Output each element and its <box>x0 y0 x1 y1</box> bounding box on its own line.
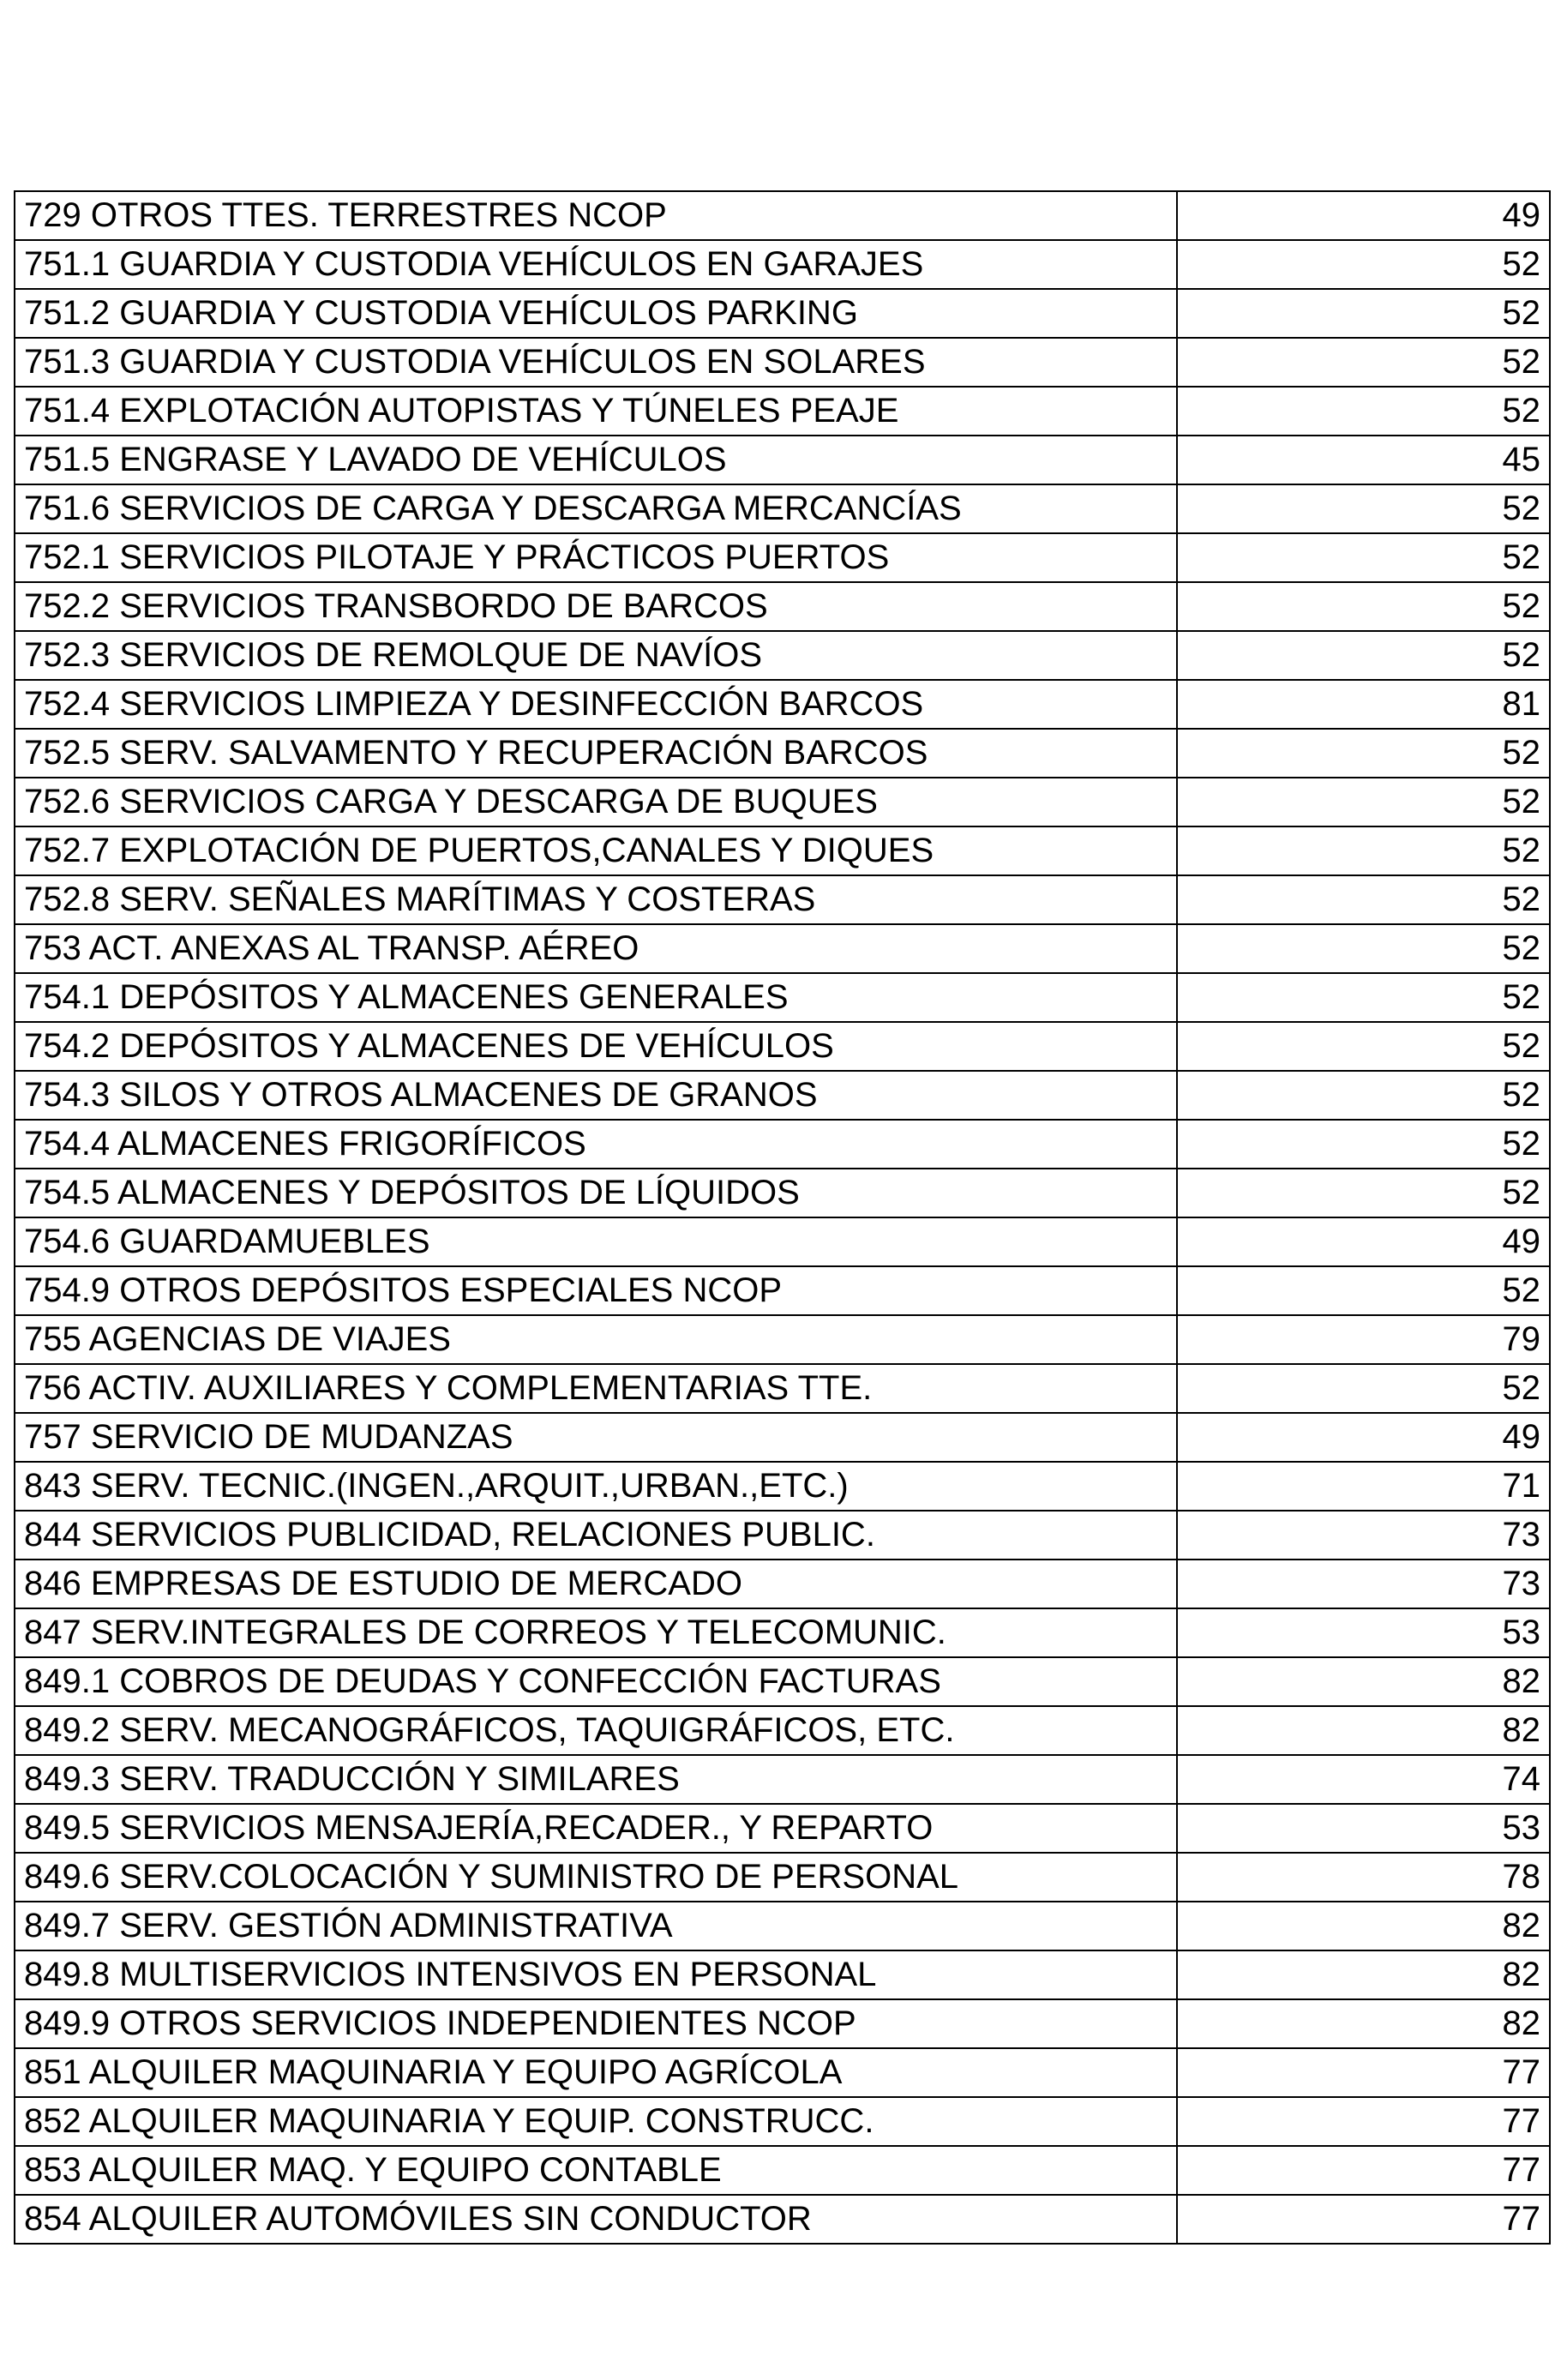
table-row <box>15 631 1550 680</box>
table-row <box>15 582 1550 631</box>
activity-description-cell: 754.9 OTROS DEPÓSITOS ESPECIALES NCOP <box>15 1266 1177 1315</box>
table-row <box>15 1999 1550 2048</box>
activity-value-cell: 52 <box>1177 973 1550 1022</box>
table-row <box>15 1071 1550 1120</box>
activity-value-cell: 52 <box>1177 1364 1550 1413</box>
activity-description-cell: 851 ALQUILER MAQUINARIA Y EQUIPO AGRÍCOLA <box>15 2048 1177 2097</box>
activity-value-cell: 49 <box>1177 1413 1550 1462</box>
activity-description-cell: 849.6 SERV.COLOCACIÓN Y SUMINISTRO DE PERSONAL <box>15 1853 1177 1902</box>
activity-value-cell: 52 <box>1177 484 1550 533</box>
activity-description-cell: 853 ALQUILER MAQ. Y EQUIPO CONTABLE <box>15 2146 1177 2195</box>
activity-description-cell: 847 SERV.INTEGRALES DE CORREOS Y TELECOMUNIC. <box>15 1608 1177 1657</box>
activity-description-cell: 751.2 GUARDIA Y CUSTODIA VEHÍCULOS PARKING <box>15 289 1177 338</box>
activity-value-cell: 79 <box>1177 1315 1550 1364</box>
activity-value-cell: 52 <box>1177 875 1550 924</box>
table-row <box>15 1022 1550 1071</box>
activity-value-cell: 52 <box>1177 729 1550 778</box>
activity-value-cell: 52 <box>1177 338 1550 387</box>
table-row <box>15 2048 1550 2097</box>
activity-value-cell: 82 <box>1177 1902 1550 1950</box>
activity-description-cell: 756 ACTIV. AUXILIARES Y COMPLEMENTARIAS TTE. <box>15 1364 1177 1413</box>
table-row <box>15 2195 1550 2244</box>
table-row <box>15 1413 1550 1462</box>
activity-value-cell: 53 <box>1177 1608 1550 1657</box>
table-row <box>15 1706 1550 1755</box>
activity-value-cell: 45 <box>1177 436 1550 484</box>
activity-description-cell: 854 ALQUILER AUTOMÓVILES SIN CONDUCTOR <box>15 2195 1177 2244</box>
table-row <box>15 387 1550 436</box>
table-row <box>15 924 1550 973</box>
table-row <box>15 2146 1550 2195</box>
table-row <box>15 1755 1550 1804</box>
activity-value-cell: 82 <box>1177 1999 1550 2048</box>
activity-code-table <box>14 190 1551 2245</box>
table-row <box>15 1266 1550 1315</box>
activity-description-cell: 753 ACT. ANEXAS AL TRANSP. AÉREO <box>15 924 1177 973</box>
table-row <box>15 1217 1550 1266</box>
activity-value-cell: 77 <box>1177 2195 1550 2244</box>
activity-description-cell: 754.5 ALMACENES Y DEPÓSITOS DE LÍQUIDOS <box>15 1169 1177 1217</box>
activity-description-cell: 849.9 OTROS SERVICIOS INDEPENDIENTES NCOP <box>15 1999 1177 2048</box>
activity-description-cell: 752.5 SERV. SALVAMENTO Y RECUPERACIÓN BARCOS <box>15 729 1177 778</box>
activity-description-cell: 752.8 SERV. SEÑALES MARÍTIMAS Y COSTERAS <box>15 875 1177 924</box>
activity-value-cell: 52 <box>1177 631 1550 680</box>
table-body <box>15 191 1550 2244</box>
table-row <box>15 826 1550 875</box>
activity-description-cell: 752.2 SERVICIOS TRANSBORDO DE BARCOS <box>15 582 1177 631</box>
activity-value-cell: 52 <box>1177 924 1550 973</box>
activity-value-cell: 78 <box>1177 1853 1550 1902</box>
activity-description-cell: 752.1 SERVICIOS PILOTAJE Y PRÁCTICOS PUERTOS <box>15 533 1177 582</box>
activity-description-cell: 754.1 DEPÓSITOS Y ALMACENES GENERALES <box>15 973 1177 1022</box>
activity-value-cell: 73 <box>1177 1511 1550 1560</box>
table-row <box>15 240 1550 289</box>
activity-description-cell: 754.2 DEPÓSITOS Y ALMACENES DE VEHÍCULOS <box>15 1022 1177 1071</box>
activity-value-cell: 82 <box>1177 1950 1550 1999</box>
activity-value-cell: 52 <box>1177 826 1550 875</box>
table-row <box>15 1462 1550 1511</box>
table-row <box>15 1804 1550 1853</box>
activity-value-cell: 82 <box>1177 1657 1550 1706</box>
table-row <box>15 1511 1550 1560</box>
activity-value-cell: 52 <box>1177 533 1550 582</box>
activity-description-cell: 752.7 EXPLOTACIÓN DE PUERTOS,CANALES Y DIQUES <box>15 826 1177 875</box>
activity-description-cell: 849.8 MULTISERVICIOS INTENSIVOS EN PERSONAL <box>15 1950 1177 1999</box>
table-row <box>15 1657 1550 1706</box>
activity-value-cell: 71 <box>1177 1462 1550 1511</box>
activity-description-cell: 755 AGENCIAS DE VIAJES <box>15 1315 1177 1364</box>
table-row <box>15 533 1550 582</box>
activity-value-cell: 52 <box>1177 289 1550 338</box>
activity-value-cell: 52 <box>1177 1120 1550 1169</box>
activity-description-cell: 752.6 SERVICIOS CARGA Y DESCARGA DE BUQUES <box>15 778 1177 826</box>
activity-value-cell: 52 <box>1177 1071 1550 1120</box>
activity-value-cell: 77 <box>1177 2097 1550 2146</box>
activity-description-cell: 849.7 SERV. GESTIÓN ADMINISTRATIVA <box>15 1902 1177 1950</box>
activity-description-cell: 729 OTROS TTES. TERRESTRES NCOP <box>15 191 1177 240</box>
activity-description-cell: 754.4 ALMACENES FRIGORÍFICOS <box>15 1120 1177 1169</box>
activity-value-cell: 77 <box>1177 2048 1550 2097</box>
activity-value-cell: 52 <box>1177 387 1550 436</box>
table-row <box>15 680 1550 729</box>
activity-value-cell: 77 <box>1177 2146 1550 2195</box>
table-row <box>15 1608 1550 1657</box>
activity-description-cell: 849.2 SERV. MECANOGRÁFICOS, TAQUIGRÁFICOS, ETC. <box>15 1706 1177 1755</box>
activity-description-cell: 754.6 GUARDAMUEBLES <box>15 1217 1177 1266</box>
activity-description-cell: 751.1 GUARDIA Y CUSTODIA VEHÍCULOS EN GARAJES <box>15 240 1177 289</box>
table-row <box>15 1853 1550 1902</box>
activity-description-cell: 752.3 SERVICIOS DE REMOLQUE DE NAVÍOS <box>15 631 1177 680</box>
table-row <box>15 338 1550 387</box>
table-row <box>15 436 1550 484</box>
activity-value-cell: 74 <box>1177 1755 1550 1804</box>
activity-description-cell: 751.4 EXPLOTACIÓN AUTOPISTAS Y TÚNELES PEAJE <box>15 387 1177 436</box>
activity-value-cell: 52 <box>1177 1169 1550 1217</box>
activity-value-cell: 49 <box>1177 1217 1550 1266</box>
table-row <box>15 729 1550 778</box>
activity-description-cell: 751.6 SERVICIOS DE CARGA Y DESCARGA MERCANCÍAS <box>15 484 1177 533</box>
activity-value-cell: 52 <box>1177 1022 1550 1071</box>
activity-description-cell: 849.3 SERV. TRADUCCIÓN Y SIMILARES <box>15 1755 1177 1804</box>
activity-value-cell: 53 <box>1177 1804 1550 1853</box>
activity-description-cell: 757 SERVICIO DE MUDANZAS <box>15 1413 1177 1462</box>
activity-description-cell: 752.4 SERVICIOS LIMPIEZA Y DESINFECCIÓN BARCOS <box>15 680 1177 729</box>
activity-description-cell: 751.5 ENGRASE Y LAVADO DE VEHÍCULOS <box>15 436 1177 484</box>
table-row <box>15 1902 1550 1950</box>
activity-value-cell: 52 <box>1177 240 1550 289</box>
table-row <box>15 2097 1550 2146</box>
table-row <box>15 778 1550 826</box>
activity-description-cell: 844 SERVICIOS PUBLICIDAD, RELACIONES PUBLIC. <box>15 1511 1177 1560</box>
activity-description-cell: 852 ALQUILER MAQUINARIA Y EQUIP. CONSTRUCC. <box>15 2097 1177 2146</box>
activity-value-cell: 82 <box>1177 1706 1550 1755</box>
table-row <box>15 1560 1550 1608</box>
activity-value-cell: 81 <box>1177 680 1550 729</box>
table-row <box>15 191 1550 240</box>
activity-description-cell: 849.1 COBROS DE DEUDAS Y CONFECCIÓN FACTURAS <box>15 1657 1177 1706</box>
activity-value-cell: 52 <box>1177 582 1550 631</box>
table-row <box>15 875 1550 924</box>
activity-description-cell: 849.5 SERVICIOS MENSAJERÍA,RECADER., Y REPARTO <box>15 1804 1177 1853</box>
activity-value-cell: 73 <box>1177 1560 1550 1608</box>
table-row <box>15 1315 1550 1364</box>
table-row <box>15 1169 1550 1217</box>
activity-value-cell: 52 <box>1177 1266 1550 1315</box>
activity-value-cell: 52 <box>1177 778 1550 826</box>
table-row <box>15 973 1550 1022</box>
activity-description-cell: 751.3 GUARDIA Y CUSTODIA VEHÍCULOS EN SOLARES <box>15 338 1177 387</box>
table-row <box>15 1364 1550 1413</box>
activity-description-cell: 846 EMPRESAS DE ESTUDIO DE MERCADO <box>15 1560 1177 1608</box>
activity-description-cell: 843 SERV. TECNIC.(INGEN.,ARQUIT.,URBAN.,ETC.) <box>15 1462 1177 1511</box>
table-row <box>15 289 1550 338</box>
activity-description-cell: 754.3 SILOS Y OTROS ALMACENES DE GRANOS <box>15 1071 1177 1120</box>
table-row <box>15 1950 1550 1999</box>
table-row <box>15 1120 1550 1169</box>
table-row <box>15 484 1550 533</box>
activity-value-cell: 49 <box>1177 191 1550 240</box>
